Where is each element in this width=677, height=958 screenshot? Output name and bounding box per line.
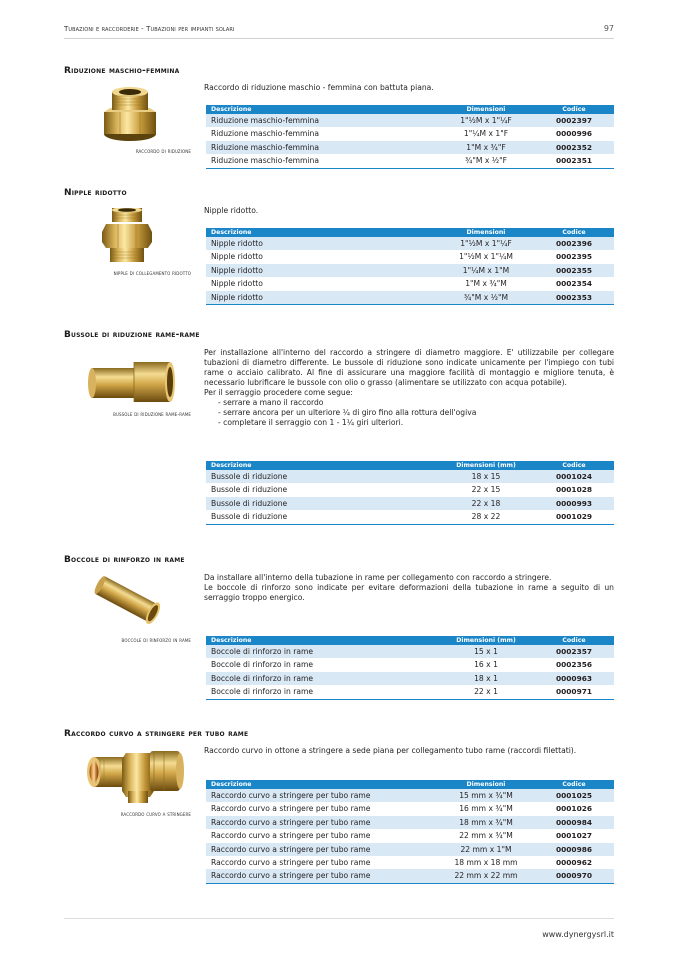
table-row	[206, 658, 614, 671]
description-paragraph-2: Per il serraggio procedere come segue:	[204, 388, 353, 397]
cell-dimensioni: 22 mm x 1"M	[438, 843, 534, 856]
cell-codice: 0001025	[534, 789, 614, 802]
description-paragraph: Da installare all'interno della tubazione in rame per collegamento con raccordo a stringere.	[204, 573, 552, 582]
table-row	[206, 127, 614, 140]
cell-descrizione: Raccordo curvo a stringere per tubo rame	[206, 802, 438, 815]
section-nipple	[64, 188, 614, 308]
section-description: Raccordo curvo in ottone a stringere a sede piana per collegamento tubo rame (raccordi filettati).	[204, 746, 577, 755]
column-header-dimensioni: Dimensioni	[438, 780, 534, 789]
cell-codice: 0001026	[534, 802, 614, 815]
cell-descrizione: Raccordo curvo a stringere per tubo rame	[206, 843, 438, 856]
section-raccordo-curvo	[64, 729, 614, 889]
product-table	[206, 461, 614, 525]
cell-descrizione: Riduzione maschio-femmina	[206, 141, 438, 154]
section-title: Boccole di rinforzo in rame	[64, 555, 185, 565]
cell-descrizione: Raccordo curvo a stringere per tubo rame	[206, 856, 438, 869]
image-caption: boccole di rinforzo in rame	[121, 638, 191, 644]
cell-descrizione: Riduzione maschio-femmina	[206, 114, 438, 127]
column-header-descrizione: Descrizione	[206, 105, 438, 114]
cell-dimensioni: 1"M x ¾"M	[438, 277, 534, 290]
table-row	[206, 483, 614, 496]
table-row	[206, 237, 614, 250]
column-header-codice: Codice	[534, 228, 614, 237]
section-title: Riduzione maschio-femmina	[64, 66, 180, 76]
table-header-row	[206, 780, 614, 789]
cell-descrizione: Bussole di riduzione	[206, 510, 438, 524]
cell-dimensioni: 16 x 1	[438, 658, 534, 671]
cell-dimensioni: 15 mm x ¾"M	[438, 789, 534, 802]
cell-codice: 0002352	[534, 141, 614, 154]
cell-descrizione: Boccole di rinforzo in rame	[206, 658, 438, 671]
table-row	[206, 816, 614, 829]
table-row	[206, 154, 614, 168]
copper-bushing-image	[86, 358, 176, 406]
column-header-descrizione: Descrizione	[206, 780, 438, 789]
elbow-fitting-image	[76, 747, 186, 805]
cell-dimensioni: 1"½M x 1"¼F	[438, 237, 534, 250]
cell-dimensioni: ¾"M x ½"F	[438, 154, 534, 168]
cell-dimensioni: 15 x 1	[438, 645, 534, 658]
cell-dimensioni: 1"M x ¾"F	[438, 141, 534, 154]
product-table	[206, 228, 614, 305]
section-title: Bussole di riduzione rame-rame	[64, 330, 200, 340]
column-header-descrizione: Descrizione	[206, 228, 438, 237]
cell-codice: 0001029	[534, 510, 614, 524]
header-title: Tubazioni e raccorderie - Tubazioni per impianti solari	[64, 25, 235, 33]
instruction-item: - serrare a mano il raccordo	[218, 398, 324, 407]
cell-codice: 0000984	[534, 816, 614, 829]
cell-codice: 0001028	[534, 483, 614, 496]
product-table	[206, 636, 614, 700]
cell-descrizione: Bussole di riduzione	[206, 483, 438, 496]
cell-dimensioni: 16 mm x ¾"M	[438, 802, 534, 815]
cell-dimensioni: 22 mm x 22 mm	[438, 869, 534, 883]
cell-codice: 0002395	[534, 250, 614, 263]
cell-descrizione: Bussole di riduzione	[206, 497, 438, 510]
section-description: Raccordo di riduzione maschio - femmina con battuta piana.	[204, 83, 434, 92]
cell-codice: 0001027	[534, 829, 614, 842]
cell-codice: 0000986	[534, 843, 614, 856]
nipple-fitting-image	[100, 208, 156, 264]
cell-dimensioni: 1"½M x 1"¼F	[438, 114, 534, 127]
cell-descrizione: Raccordo curvo a stringere per tubo rame	[206, 829, 438, 842]
image-caption: bussole di riduzione rame-rame	[113, 412, 191, 418]
cell-dimensioni: 1"½M x 1"¼M	[438, 250, 534, 263]
cell-dimensioni: 28 x 22	[438, 510, 534, 524]
table-row	[206, 789, 614, 802]
website-link[interactable]: www.dynergysrl.it	[542, 930, 614, 939]
table-row	[206, 470, 614, 483]
table-row	[206, 277, 614, 290]
cell-dimensioni: 22 x 15	[438, 483, 534, 496]
table-row	[206, 856, 614, 869]
cell-codice: 0002351	[534, 154, 614, 168]
cell-descrizione: Raccordo curvo a stringere per tubo rame	[206, 789, 438, 802]
table-row	[206, 141, 614, 154]
image-caption: raccordo di riduzione	[135, 149, 191, 155]
section-riduzione	[64, 66, 614, 176]
cell-descrizione: Raccordo curvo a stringere per tubo rame	[206, 816, 438, 829]
cell-codice: 0002397	[534, 114, 614, 127]
table-row	[206, 510, 614, 524]
table-row	[206, 497, 614, 510]
table-header-row	[206, 105, 614, 114]
column-header-dimensioni: Dimensioni (mm)	[438, 636, 534, 645]
description-paragraph-2: Le boccole di rinforzo sono indicate per evitare deformazioni della tubazione in rame a seguito di un serraggio troppo energico.	[204, 583, 614, 602]
column-header-descrizione: Descrizione	[206, 636, 438, 645]
cell-descrizione: Boccole di rinforzo in rame	[206, 685, 438, 699]
cell-codice: 0002353	[534, 291, 614, 305]
cell-codice: 0000963	[534, 672, 614, 685]
image-caption: raccordo curvo a stringere	[120, 812, 191, 818]
cell-codice: 0002357	[534, 645, 614, 658]
cell-codice: 0000993	[534, 497, 614, 510]
cell-descrizione: Raccordo curvo a stringere per tubo rame	[206, 869, 438, 883]
cell-dimensioni: 18 x 15	[438, 470, 534, 483]
table-row	[206, 829, 614, 842]
cell-codice: 0000996	[534, 127, 614, 140]
cell-descrizione: Boccole di rinforzo in rame	[206, 645, 438, 658]
cell-codice: 0002396	[534, 237, 614, 250]
table-row	[206, 802, 614, 815]
table-row	[206, 685, 614, 699]
cell-dimensioni: 18 x 1	[438, 672, 534, 685]
table-row	[206, 291, 614, 305]
table-row	[206, 264, 614, 277]
section-boccole	[64, 555, 614, 705]
section-description	[204, 573, 614, 603]
section-bussole	[64, 330, 614, 530]
cell-descrizione: Nipple ridotto	[206, 250, 438, 263]
cell-codice: 0002354	[534, 277, 614, 290]
page-number: 97	[603, 24, 614, 33]
cell-codice: 0000970	[534, 869, 614, 883]
header-divider	[64, 38, 614, 39]
cell-descrizione: Bussole di riduzione	[206, 470, 438, 483]
cell-dimensioni: 22 x 18	[438, 497, 534, 510]
cell-descrizione: Boccole di rinforzo in rame	[206, 672, 438, 685]
cell-dimensioni: 18 mm x 18 mm	[438, 856, 534, 869]
product-table	[206, 780, 614, 884]
image-caption: nipple di collegamento ridotto	[113, 271, 191, 277]
section-description: Nipple ridotto.	[204, 206, 259, 215]
table-row	[206, 645, 614, 658]
table-row	[206, 114, 614, 127]
reducer-fitting-image	[98, 84, 162, 144]
cell-dimensioni: 22 mm x ¾"M	[438, 829, 534, 842]
cell-codice: 0001024	[534, 470, 614, 483]
column-header-descrizione: Descrizione	[206, 461, 438, 470]
column-header-dimensioni: Dimensioni	[438, 105, 534, 114]
cell-descrizione: Nipple ridotto	[206, 277, 438, 290]
footer-divider	[64, 918, 614, 919]
column-header-codice: Codice	[534, 105, 614, 114]
table-header-row	[206, 228, 614, 237]
description-paragraph: Per installazione all'interno del raccordo a stringere di diametro maggiore. E' utilizzabile per collegare tubazioni di diametro differente. Le bussole di riduzione sono indicate unicamente per l'impiego con tubi rame o acciaio calibrato. Al fine di assicurare una maggiore facilità di montaggio e migliore tenuta, è necessario lubrificare le bussole con olio o grasso (alimentare se utilizzato con acqua potabile).	[204, 348, 614, 387]
cell-descrizione: Riduzione maschio-femmina	[206, 127, 438, 140]
reinforcement-sleeve-image	[90, 573, 170, 629]
table-row	[206, 869, 614, 883]
cell-codice: 0000971	[534, 685, 614, 699]
table-row	[206, 672, 614, 685]
column-header-dimensioni: Dimensioni	[438, 228, 534, 237]
cell-dimensioni: ¾"M x ½"M	[438, 291, 534, 305]
cell-codice: 0002356	[534, 658, 614, 671]
section-title: Nipple ridotto	[64, 188, 127, 198]
cell-descrizione: Riduzione maschio-femmina	[206, 154, 438, 168]
section-title: Raccordo curvo a stringere per tubo rame	[64, 729, 249, 739]
cell-descrizione: Nipple ridotto	[206, 291, 438, 305]
cell-dimensioni: 22 x 1	[438, 685, 534, 699]
cell-dimensioni: 18 mm x ¾"M	[438, 816, 534, 829]
cell-codice: 0000962	[534, 856, 614, 869]
column-header-codice: Codice	[534, 780, 614, 789]
cell-dimensioni: 1"¼M x 1"M	[438, 264, 534, 277]
column-header-codice: Codice	[534, 461, 614, 470]
cell-descrizione: Nipple ridotto	[206, 264, 438, 277]
instruction-item: - completare il serraggio con 1 - 1¼ giri ulteriori.	[218, 418, 404, 427]
table-row	[206, 843, 614, 856]
column-header-dimensioni: Dimensioni (mm)	[438, 461, 534, 470]
section-description	[204, 348, 614, 428]
column-header-codice: Codice	[534, 636, 614, 645]
table-header-row	[206, 461, 614, 470]
product-table	[206, 105, 614, 169]
cell-dimensioni: 1"¼M x 1"F	[438, 127, 534, 140]
table-header-row	[206, 636, 614, 645]
instruction-item: - serrare ancora per un ulteriore ¼ di giro fino alla rottura dell'ogiva	[218, 408, 477, 417]
table-row	[206, 250, 614, 263]
page-header	[64, 25, 614, 39]
cell-descrizione: Nipple ridotto	[206, 237, 438, 250]
cell-codice: 0002355	[534, 264, 614, 277]
